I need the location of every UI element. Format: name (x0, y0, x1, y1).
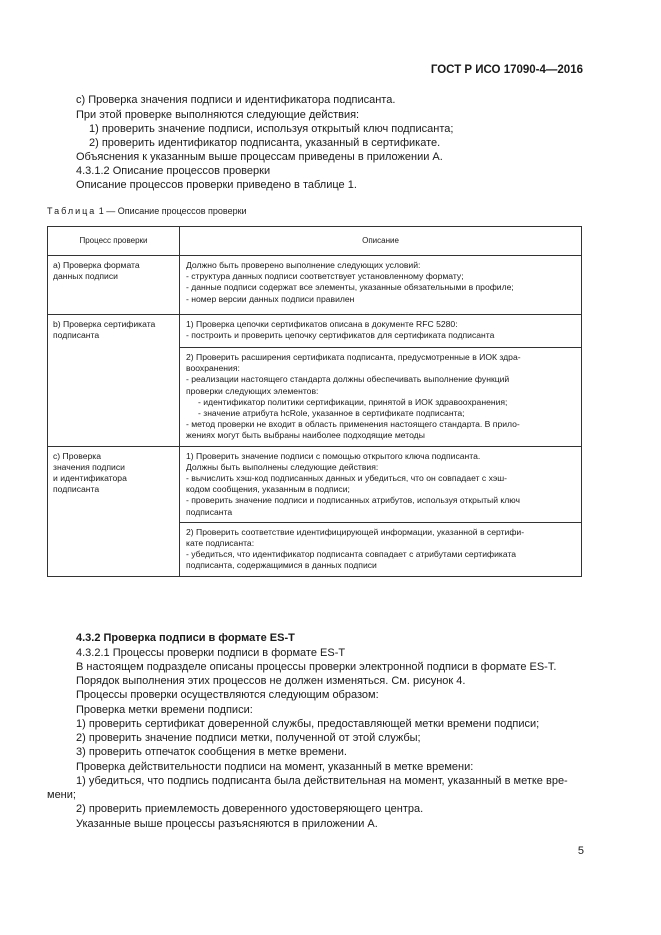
cell-line: b) Проверка сертификата (53, 319, 156, 329)
verification-table (47, 226, 582, 577)
document-header: ГОСТ Р ИСО 17090-4—2016 (430, 64, 583, 76)
body-line: Проверка метки времени подписи: (76, 704, 253, 716)
body-line: мени; (47, 789, 76, 801)
body-line: Указанные выше процессы разъясняются в приложении А. (76, 818, 378, 830)
body-line: 2) проверить приемлемость доверенного удостоверяющего центра. (76, 803, 424, 815)
body-line: 1) проверить сертификат доверенной службы, предоставляющей метки времени подписи; (76, 718, 540, 730)
cell-line: а) Проверка формата (53, 260, 140, 270)
cell-line: подписанта (53, 330, 100, 341)
cell-line: и идентификатора (53, 473, 127, 484)
process-cell (48, 315, 180, 447)
table-header-description: Описание (180, 227, 582, 256)
cell-line: воохранения: (186, 363, 240, 374)
cell-line: - значение атрибута hcRole, указанное в сертификате подписанта; (198, 408, 465, 419)
intro-line: c) Проверка значения подписи и идентификатора подписанта. (76, 94, 396, 106)
body-line: 2) проверить значение подписи метки, полученной от этой службы; (76, 732, 421, 744)
description-cell (180, 256, 582, 315)
cell-line: - реализации настоящего стандарта должны обеспечивать выполнение функций (186, 374, 510, 385)
body-line: В настоящем подразделе описаны процессы проверки электронной подписи в формате ES-T. (76, 661, 557, 673)
cell-line: - проверить значение подписи и подписанных атрибутов, используя открытый ключ (186, 495, 521, 506)
intro-line: Описание процессов проверки приведено в таблице 1. (76, 179, 357, 191)
cell-line: - структура данных подписи соответствует установленному формату; (186, 271, 464, 282)
section-heading: 4.3.2 Проверка подписи в формате ES-T (76, 632, 295, 644)
cell-line: кате подписанта: (186, 538, 255, 549)
intro-line: Объяснения к указанным выше процессам приведены в приложении А. (76, 151, 443, 163)
cell-line: с) Проверка (53, 450, 102, 461)
cell-line: кодом сообщения, указанным в подписи; (186, 484, 350, 495)
subsection-heading: 4.3.1.2 Описание процессов проверки (76, 165, 271, 177)
table-caption-title: 1 — Описание процессов проверки (96, 206, 247, 216)
body-line: 3) проверить отпечаток сообщения в метке времени. (76, 746, 347, 758)
intro-line: 1) проверить значение подписи, используя открытый ключ подписанта; (89, 123, 454, 135)
table-caption-prefix: Таблица (47, 206, 97, 216)
cell-line: жениях могут быть выбраны наиболее подходящие методы (186, 430, 425, 441)
cell-line: - данные подписи содержат все элементы, указанные обязательными в профиле; (186, 282, 514, 293)
process-cell (48, 256, 180, 315)
description-cell (180, 522, 582, 576)
process-cell (48, 446, 180, 576)
cell-line: 1) Проверить значение подписи с помощью открытого ключа подписанта. (186, 450, 481, 461)
table-header-row (48, 227, 582, 256)
cell-line: - метод проверки не входит в область применения настоящего стандарта. В прило- (186, 419, 520, 430)
table-row (48, 315, 582, 348)
cell-line: Должно быть проверено выполнение следующих условий: (186, 260, 421, 270)
cell-line: значения подписи (53, 461, 125, 472)
table-header-process: Процесс проверки (48, 227, 180, 256)
cell-line: подписанта (186, 506, 233, 517)
cell-line: подписанта (53, 484, 100, 495)
body-line: Процессы проверки осуществляются следующим образом: (76, 689, 379, 701)
cell-line: - убедиться, что идентификатор подписанта совпадает с атрибутами сертификата (186, 549, 517, 560)
description-cell (180, 315, 582, 348)
cell-line: 2) Проверить соответствие идентифицирующей информации, указанной в сертифи- (186, 526, 525, 537)
cell-line: - вычислить хэш-код подписанных данных и убедиться, что он совпадает с хэш- (186, 473, 508, 484)
body-line: Порядок выполнения этих процессов не должен изменяться. См. рисунок 4. (76, 675, 466, 687)
cell-line: - построить и проверить цепочку сертификатов для сертификата подписанта (186, 330, 495, 341)
cell-line: - номер версии данных подписи правилен (186, 293, 355, 304)
body-line: 1) убедиться, что подпись подписанта была действительная на момент, указанный в метке вре- (76, 775, 568, 787)
subsection-heading: 4.3.2.1 Процессы проверки подписи в формате ES-T (76, 647, 346, 659)
cell-line: Должны быть выполнены следующие действия: (186, 461, 379, 472)
cell-line: данных подписи (53, 271, 118, 282)
intro-line: При этой проверке выполняются следующие действия: (76, 109, 360, 121)
body-line: Проверка действительности подписи на момент, указанный в метке времени: (76, 761, 474, 773)
table-row (48, 256, 582, 315)
description-cell (180, 348, 582, 447)
page-number: 5 (577, 845, 584, 857)
description-cell (180, 446, 582, 522)
cell-line: проверки следующих элементов: (186, 385, 319, 396)
cell-line: подписанта, содержащимися в данных подписи (186, 560, 377, 571)
intro-line: 2) проверить идентификатор подписанта, указанный в сертификате. (89, 137, 441, 149)
table-caption (47, 206, 247, 216)
cell-line: 1) Проверка цепочки сертификатов описана в документе RFC 5280: (186, 319, 458, 329)
table-row (48, 446, 582, 522)
cell-line: 2) Проверить расширения сертификата подписанта, предусмотренные в ИОК здра- (186, 352, 521, 362)
cell-line: - идентификатор политики сертификации, принятой в ИОК здравоохранения; (198, 396, 508, 407)
